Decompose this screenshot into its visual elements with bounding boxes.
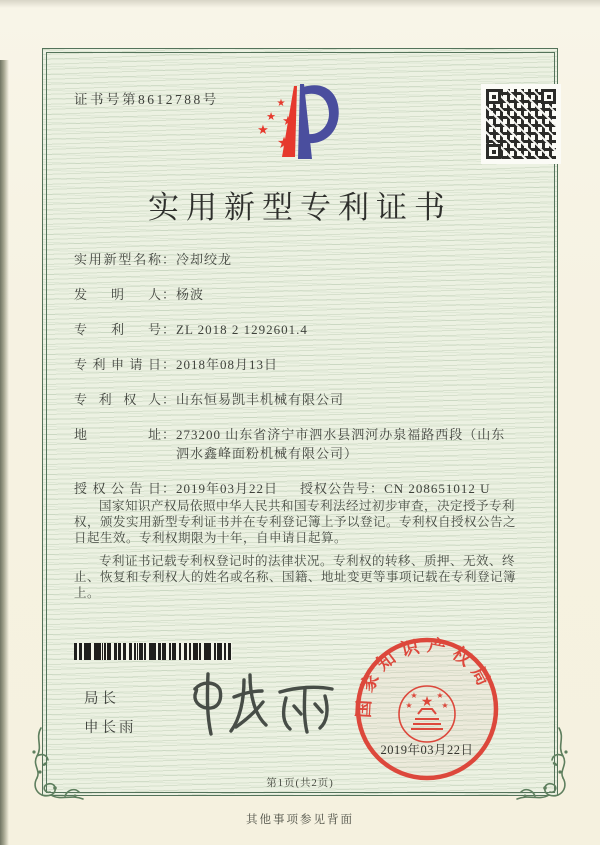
field-row-filing-date: 专利申请日 ： 2018年08月13日: [74, 357, 279, 372]
field-value: 2018年08月13日: [176, 357, 279, 372]
field-label: 实用新型名称: [74, 252, 162, 267]
field-value: 冷却绞龙: [176, 252, 233, 267]
field-label: 专利权人: [74, 392, 162, 407]
field-label: 地址: [74, 427, 162, 442]
seal-text: 国家知识产权局: [353, 635, 497, 719]
field-value: CN 208651012 U: [384, 481, 491, 496]
svg-text:★: ★: [257, 123, 269, 138]
handwritten-signature-icon: [178, 658, 353, 758]
page-number: 第1页(共2页): [266, 778, 334, 789]
svg-text:★: ★: [410, 691, 418, 700]
field-value: 山东恒易凯丰机械有限公司: [176, 392, 345, 407]
legal-paragraph: 专利证书记载专利权登记时的法律状况。专利权的转移、质押、无效、终止、恢复和专利权人的姓名或名称、国籍、地址变更等事项记载在专利登记簿上。: [74, 554, 517, 600]
svg-text:★: ★: [276, 133, 292, 152]
book-spine-shadow: [0, 60, 9, 845]
field-value: 273200 山东省济宁市泗水县泗河办泉福路西段（山东泗水鑫峰面粉机械有限公司）: [176, 427, 506, 461]
field-label: 授权公告日: [74, 481, 162, 496]
certificate-title: 实用新型专利证书: [148, 190, 452, 225]
footer-note: 其他事项参见背面: [246, 814, 354, 826]
field-row-inventor: 发明人 ： 杨波: [74, 287, 205, 302]
field-row-address: 地址 ： 273200 山东省济宁市泗水县泗河办泉福路西段（山东泗水鑫峰面粉机械有限公司）: [74, 425, 534, 463]
qr-finder-icon: [541, 89, 556, 104]
field-row-patent-number: 专利号 ： ZL 2018 2 1292601.4: [74, 322, 308, 337]
svg-text:★: ★: [441, 701, 449, 710]
field-label: 专利申请日: [74, 357, 162, 372]
svg-text:★: ★: [420, 694, 434, 710]
director-title: 局长: [84, 691, 119, 707]
legal-text-block: [74, 498, 528, 608]
field-label: 专利号: [74, 322, 162, 337]
legal-paragraph: 国家知识产权局依照中华人民共和国专利法经过初步审查，决定授予专利权，颁发实用新型专利证书并在专利登记簿上予以登记。专利权自授权公告之日起生效。专利权期限为十年，自申请日起算。: [74, 499, 517, 545]
svg-text:★: ★: [276, 98, 286, 109]
field-row-grant: 授权公告日 ： 2019年03月22日 授权公告号 ： CN 208651012 U: [74, 481, 491, 496]
field-label: 授权公告号: [300, 481, 371, 496]
svg-text:★: ★: [282, 114, 294, 129]
qr-finder-icon: [486, 144, 501, 159]
field-value: 2019年03月22日: [176, 481, 279, 496]
field-row-patentee: 专利权人 ： 山东恒易凯丰机械有限公司: [74, 392, 345, 407]
qr-finder-icon: [486, 89, 501, 104]
scan-edge-shadow: [0, 0, 600, 8]
agency-red-seal: [352, 634, 502, 789]
svg-text:★: ★: [436, 691, 444, 700]
cnipa-logo-icon: [242, 64, 356, 183]
seal-date: 2019年03月22日: [380, 743, 474, 757]
field-list: [74, 250, 534, 514]
director-name: 申长雨: [84, 720, 137, 736]
svg-text:★: ★: [405, 701, 413, 710]
certificate-number: 证书号第8612788号: [74, 92, 219, 107]
field-value: ZL 2018 2 1292601.4: [176, 322, 308, 337]
qr-code: [481, 84, 561, 164]
field-label: 发明人: [74, 287, 162, 302]
svg-text:★: ★: [266, 110, 276, 123]
corner-flourish-icon: [28, 726, 86, 804]
corner-flourish-icon: [514, 726, 572, 804]
field-row-name: 实用新型名称 ： 冷却绞龙: [74, 252, 233, 267]
field-value: 杨波: [176, 287, 205, 302]
